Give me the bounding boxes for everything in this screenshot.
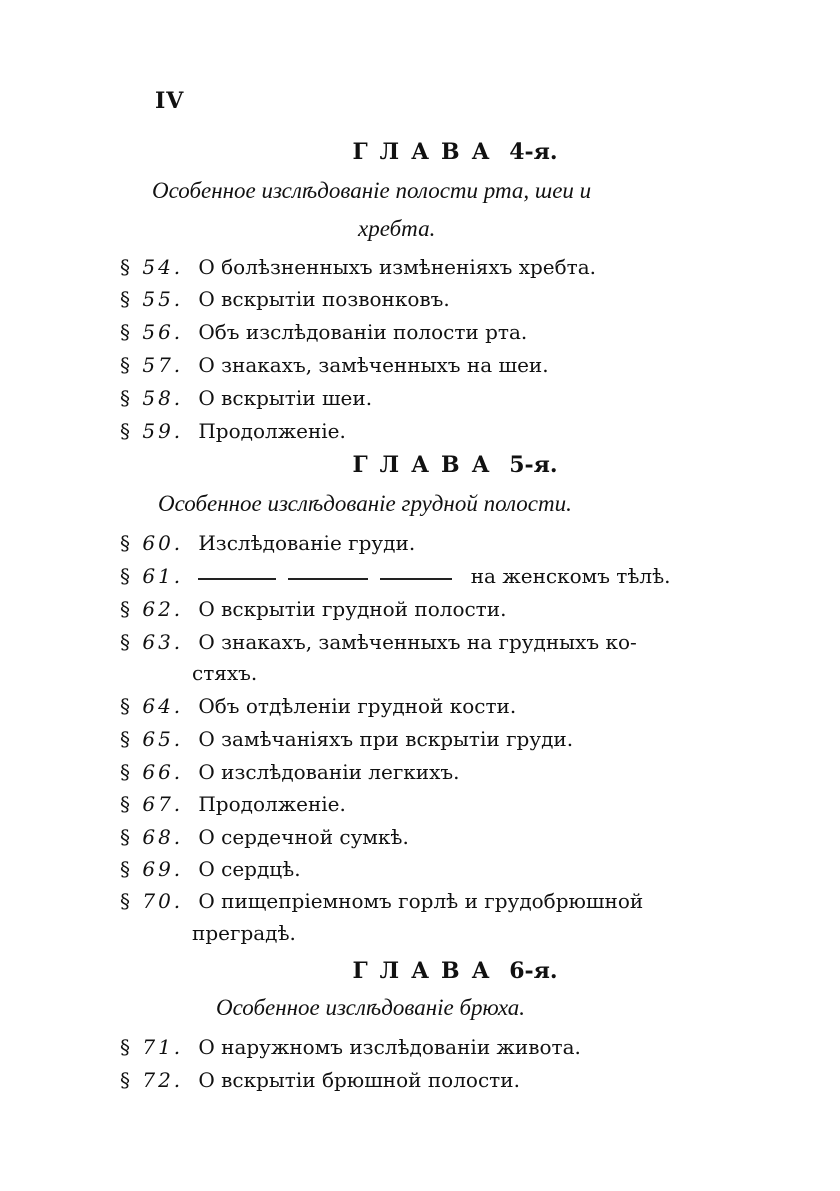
toc-entry-69 xyxy=(120,857,700,881)
toc-entry-text: О сердцѣ. xyxy=(198,857,301,881)
toc-entry-55 xyxy=(120,287,700,311)
toc-entry-62 xyxy=(120,597,700,621)
toc-entry-text: О вскрытіи грудной полости. xyxy=(198,597,507,621)
toc-entry-text: Продолженіе. xyxy=(198,792,346,816)
chapter-5-heading xyxy=(0,452,840,478)
section-marker: § 56. xyxy=(120,320,184,344)
toc-entry-63-continuation: стяхъ. xyxy=(192,661,258,685)
toc-entry-text: О сердечной сумкѣ. xyxy=(198,825,409,849)
chapter-heading-word: ГЛАВА xyxy=(352,958,502,984)
chapter-4-subtitle-line-2: хребта. xyxy=(358,216,436,241)
toc-entry-text: О пищепріемномъ горлѣ и грудобрюшной xyxy=(198,889,644,913)
ditto-dashes xyxy=(198,566,464,590)
toc-entry-72 xyxy=(120,1068,700,1092)
section-marker: § 61. xyxy=(120,564,184,588)
toc-entry-57 xyxy=(120,353,700,377)
toc-entry-58 xyxy=(120,386,700,410)
chapter-4-subtitle-line-1: Особенное изслѣдованіе полости рта, шеи и xyxy=(152,178,592,203)
section-marker: § 58. xyxy=(120,386,184,410)
section-marker: § 55. xyxy=(120,287,184,311)
toc-entry-66 xyxy=(120,760,700,784)
toc-entry-text: О наружномъ изслѣдованіи живота. xyxy=(198,1035,581,1059)
toc-entry-63 xyxy=(120,630,700,654)
toc-entry-text: О знакахъ, замѣченныхъ на шеи. xyxy=(198,353,549,377)
section-marker: § 63. xyxy=(120,630,184,654)
section-marker: § 59. xyxy=(120,419,184,443)
toc-entry-70-continuation: преградѣ. xyxy=(192,921,296,945)
chapter-heading-number: 5-я. xyxy=(509,452,558,478)
toc-entry-59 xyxy=(120,419,700,443)
toc-entry-56 xyxy=(120,320,700,344)
toc-entry-text: Объ отдѣленіи грудной кости. xyxy=(198,694,517,718)
toc-entry-text: Продолженіе. xyxy=(198,419,346,443)
toc-entry-70 xyxy=(120,889,700,913)
toc-entry-text: О вскрытіи брюшной полости. xyxy=(198,1068,520,1092)
toc-entry-61 xyxy=(120,564,700,590)
toc-entry-text: Объ изслѣдованіи полости рта. xyxy=(198,320,528,344)
toc-entry-68 xyxy=(120,825,700,849)
section-marker: § 72. xyxy=(120,1068,184,1092)
toc-entry-65 xyxy=(120,727,700,751)
section-marker: § 57. xyxy=(120,353,184,377)
toc-entry-text: О изслѣдованіи легкихъ. xyxy=(198,760,460,784)
toc-entry-text: О замѣчаніяхъ при вскрытіи груди. xyxy=(198,727,574,751)
toc-entry-71 xyxy=(120,1035,700,1059)
section-marker: § 54. xyxy=(120,255,184,279)
chapter-6-subtitle-line-1: Особенное изслѣдованіе брюха. xyxy=(216,995,525,1020)
toc-entry-64 xyxy=(120,694,700,718)
toc-entry-text: О знакахъ, замѣченныхъ на грудныхъ ко- xyxy=(198,630,637,654)
toc-entry-67 xyxy=(120,792,700,816)
page-number: IV xyxy=(155,88,185,114)
section-marker: § 62. xyxy=(120,597,184,621)
chapter-heading-number: 6-я. xyxy=(509,958,558,984)
section-marker: § 68. xyxy=(120,825,184,849)
chapter-heading-word: ГЛАВА xyxy=(352,139,502,165)
section-marker: § 71. xyxy=(120,1035,184,1059)
chapter-heading-number: 4-я. xyxy=(509,139,558,165)
section-marker: § 64. xyxy=(120,694,184,718)
chapter-4-heading xyxy=(0,139,840,165)
chapter-5-subtitle-line-1: Особенное изслѣдованіе грудной полости. xyxy=(158,491,572,516)
section-marker: § 69. xyxy=(120,857,184,881)
chapter-6-heading xyxy=(0,958,840,984)
toc-entry-text: О вскрытіи позвонковъ. xyxy=(198,287,450,311)
toc-entry-text: Изслѣдованіе груди. xyxy=(198,531,416,555)
section-marker: § 65. xyxy=(120,727,184,751)
section-marker: § 70. xyxy=(120,889,184,913)
chapter-heading-word: ГЛАВА xyxy=(352,452,502,478)
section-marker: § 67. xyxy=(120,792,184,816)
toc-entry-text: О вскрытіи шеи. xyxy=(198,386,373,410)
toc-entry-54 xyxy=(120,255,700,279)
toc-entry-text: на женскомъ тѣлѣ. xyxy=(470,564,671,588)
toc-entry-60 xyxy=(120,531,700,555)
section-marker: § 66. xyxy=(120,760,184,784)
section-marker: § 60. xyxy=(120,531,184,555)
toc-entry-text: О болѣзненныхъ измѣненіяхъ хребта. xyxy=(198,255,597,279)
